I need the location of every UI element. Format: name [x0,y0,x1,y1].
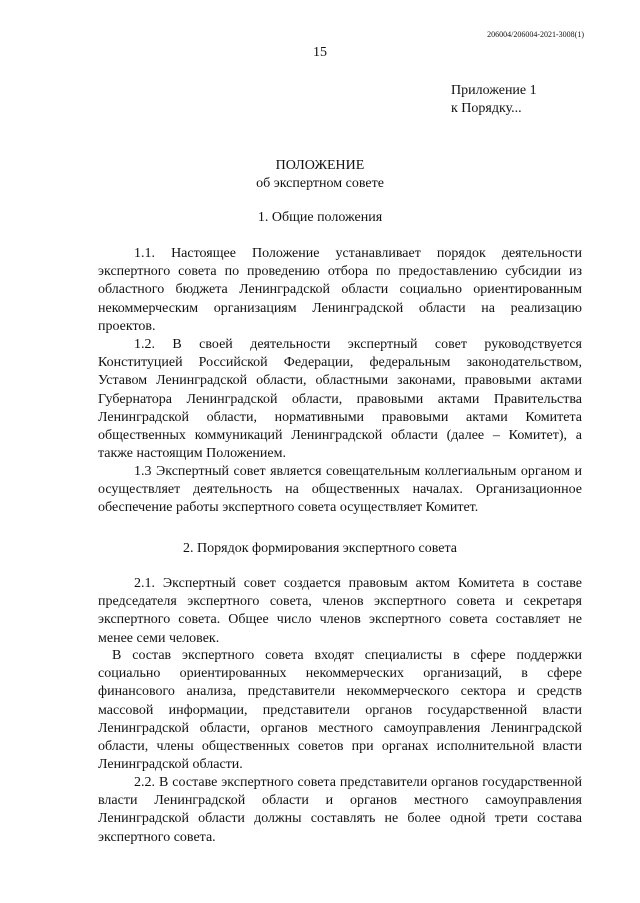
section-2-heading: 2. Порядок формирования экспертного совета [183,541,457,556]
paragraph-2-1-composition: В состав экспертного совета входят специалисты в сфере поддержки социально ориентированных некоммерческих организаций, в сфере финансового анализа, представители некоммерческого сектора и средств массовой информации, представители органов государственной власти Ленинградской области, органов местного самоуправления Ленинградской области, члены общественных советов при органах исполнительной власти Ленинградской области. [98,648,582,773]
paragraph-2-2: 2.2. В составе экспертного совета представители органов государственной власти Ленинградской области и органов местного самоуправления Ленинградской области должны составлять не более одной трети состава экспертного совета. [98,775,582,845]
appendix-note [451,82,537,118]
page-number: 15 [313,45,327,60]
title-line-1: ПОЛОЖЕНИЕ [275,158,365,173]
document-number: 206004/206004-2021-3008(1) [487,30,584,39]
paragraph-1-3: 1.3 Экспертный совет является совещательным коллегиальным органом и осуществляет деятельность на общественных началах. Организационное обеспечение работы экспертного совета осуществляет Комитет. [98,464,582,516]
paragraph-2-1: 2.1. Экспертный совет создается правовым актом Комитета в составе председателя экспертного совета, членов экспертного совета и секретаря экспертного совета. Общее число членов экспертного совета составляет не менее семи человек. [98,576,582,646]
appendix-line-2: к Порядку... [451,101,522,116]
appendix-line-1: Приложение 1 [451,83,537,98]
title-line-2: об экспертном совете [256,176,384,192]
section-1-heading: 1. Общие положения [257,210,383,225]
paragraph-1-1: 1.1. Настоящее Положение устанавливает порядок деятельности экспертного совета по проведению отбора по предоставлению субсидии из областного бюджета Ленинградской области социально ориентированным некоммерческим организациям Ленинградской области на реализацию проектов. [98,246,582,334]
paragraph-1-2: 1.2. В своей деятельности экспертный совет руководствуется Конституцией Российской Федерации, федеральным законодательством, Уставом Ленинградской области, областными законами, правовыми актами Губернатора Ленинградской области, правовыми актами Правительства Ленинградской области, нормативными правовыми актами Комитета общественных коммуникаций Ленинградской области (далее – Комитет), а также настоящим Положением. [98,337,582,462]
document-title [0,157,640,193]
